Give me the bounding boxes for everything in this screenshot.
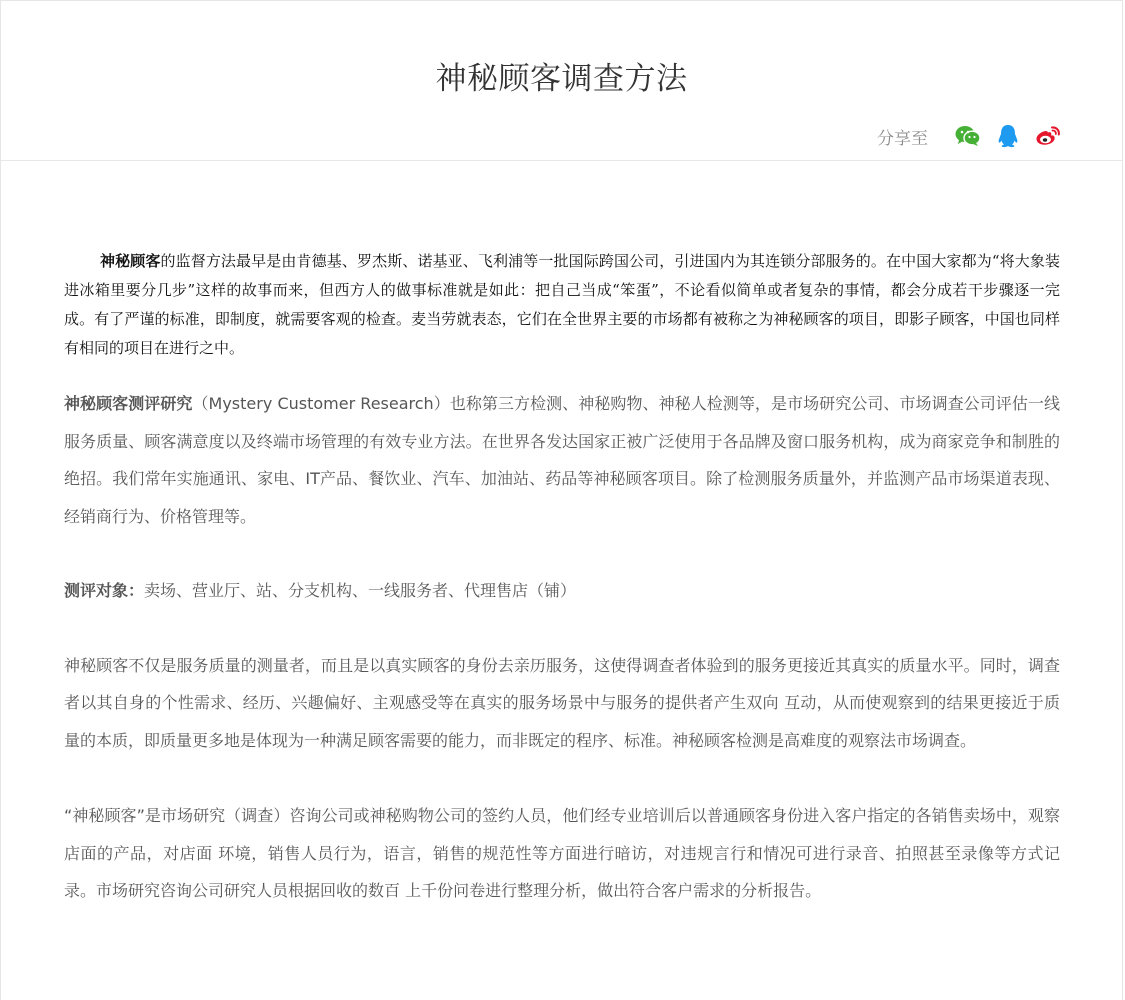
share-bar	[877, 121, 1062, 151]
research-bold: 神秘顾客测评研究	[64, 394, 193, 413]
objects-paragraph	[64, 572, 1060, 610]
page-title: 神秘顾客调查方法	[435, 61, 688, 97]
weibo-icon[interactable]	[1034, 122, 1062, 150]
intro-paragraph	[64, 247, 1060, 363]
measure-paragraph: 神秘顾客不仅是服务质量的测量者，而且是以真实顾客的身份去亲历服务，这使得调查者体验到的服务更接近其真实的质量水平。同时，调查者以其自身的个性需求、经历、兴趣偏好、主观感受等在真实的服务场景中与服务的提供者产生双向 互动，从而使观察到的结果更接近于质量的本质，即质量更多地是体现为一种满足顾客需要的能力，而非既定的程序、标准。神秘顾客检测是高难度的观察法市场调查。	[64, 655, 1060, 750]
qq-icon[interactable]	[994, 122, 1022, 150]
research-text: （Mystery Customer Research）也称第三方检测、神秘购物、神秘人检测等，是市场研究公司、市场调查公司评估一线服务质量、顾客满意度以及终端市场管理的有效专业方法。在世界各发达国家正被广泛使用于各品牌及窗口服务机构，成为商家竞争和制胜的绝招。我们常年实施通讯、家电、IT产品、餐饮业、汽车、加油站、药品等神秘顾客项目。除了检测服务质量外，并监测产品市场渠道表现、经销商行为、价格管理等。	[64, 394, 1060, 526]
objects-bold: 测评对象：	[64, 581, 145, 600]
share-label: 分享至	[877, 128, 928, 149]
definition-paragraph: “神秘顾客”是市场研究（调查）咨询公司或神秘购物公司的签约人员，他们经专业培训后以普通顾客身份进入客户指定的各销售卖场中，观察店面的产品，对店面 环境，销售人员行为，语言，销售的规范性等方面进行暗访，对违规言行和情况可进行录音、拍照甚至录像等方式记录。市场研究咨询公司研究人员根据回收的数百 上千份问卷进行整理分析，做出符合客户需求的分析报告。	[64, 806, 1060, 900]
article-body	[64, 161, 1060, 910]
intro-text: 的监督方法最早是由肯德基、罗杰斯、诺基亚、飞利浦等一批国际跨国公司，引进国内为其连锁分部服务的。在中国大家都为“将大象装进冰箱里要分几步”这样的故事而来，但西方人的做事标准就是如此：把自己当成“笨蛋”，不论看似简单或者复杂的事情，都会分成若干步骤逐一完成。有了严谨的标准，即制度，就需要客观的检查。麦当劳就表态，它们在全世界主要的市场都有被称之为神秘顾客的项目，即影子顾客，中国也同样有相同的项目在进行之中。	[64, 252, 1060, 357]
research-paragraph	[64, 385, 1060, 535]
wechat-icon[interactable]	[954, 122, 982, 150]
objects-text: 卖场、营业厅、站、分支机构、一线服务者、代理售店（铺）	[144, 581, 577, 600]
intro-bold-lead: 神秘顾客	[100, 252, 161, 270]
article-header	[1, 1, 1122, 161]
